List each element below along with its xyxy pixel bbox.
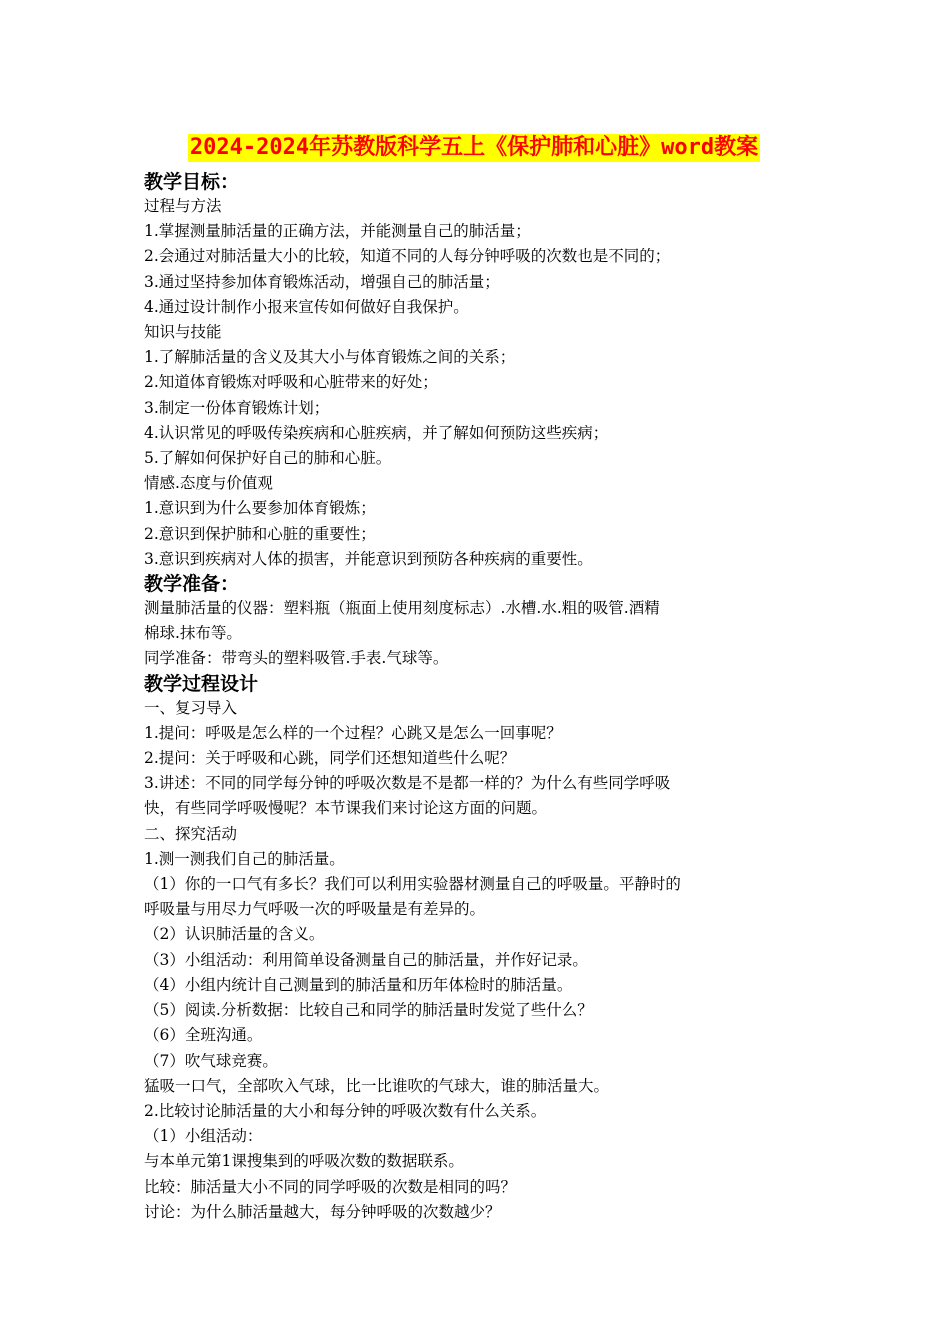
section-heading: 教学过程设计 — [144, 672, 259, 695]
document-page — [144, 134, 814, 1225]
text-line: 3.通过坚持参加体育锻炼活动，增强自己的肺活量； — [144, 272, 500, 291]
text-line: （1）小组活动： — [144, 1127, 263, 1146]
section-heading: 教学准备： — [144, 573, 240, 596]
text-line: （5）阅读.分析数据：比较自己和同学的肺活量时发觉了些什么？ — [144, 1001, 593, 1020]
text-line: 二、探究活动 — [144, 824, 238, 843]
title-container — [134, 134, 814, 162]
text-line: 与本单元第1课搜集到的呼吸次数的数据联系。 — [144, 1152, 464, 1171]
text-line: 2.提问：关于呼吸和心跳，同学们还想知道些什么呢？ — [144, 749, 516, 768]
section-heading: 教学目标： — [144, 171, 240, 193]
text-line: 猛吸一口气，全部吹入气球，比一比谁吹的气球大，谁的肺活量大。 — [144, 1076, 610, 1095]
text-line: 1.意识到为什么要参加体育锻炼； — [144, 499, 376, 518]
text-line: 2.知道体育锻炼对呼吸和心脏带来的好处； — [144, 373, 438, 392]
text-line: 1.掌握测量肺活量的正确方法，并能测量自己的肺活量； — [144, 222, 531, 241]
text-line: 2.意识到保护肺和心脏的重要性； — [144, 524, 376, 543]
text-line: 一、复习导入 — [144, 698, 238, 717]
text-line: 测量肺活量的仪器：塑料瓶（瓶面上使用刻度标志）.水槽.水.粗的吸管.酒精 — [144, 599, 660, 618]
text-line: 4.通过设计制作小报来宣传如何做好自我保护。 — [144, 297, 469, 316]
text-line: 同学准备：带弯头的塑料吸管.手表.气球等。 — [144, 649, 449, 668]
text-line: 1.了解肺活量的含义及其大小与体育锻炼之间的关系； — [144, 348, 516, 367]
text-line: （4）小组内统计自己测量到的肺活量和历年体检时的肺活量。 — [144, 975, 573, 994]
text-line: 快，有些同学呼吸慢呢？本节课我们来讨论这方面的问题。 — [144, 799, 548, 818]
text-line: （3）小组活动：利用简单设备测量自己的肺活量，并作好记录。 — [144, 950, 588, 969]
text-line: 3.意识到疾病对人体的损害，并能意识到预防各种疾病的重要性。 — [144, 549, 593, 568]
text-line: 知识与技能 — [144, 323, 222, 342]
text-line: 2.会通过对肺活量大小的比较，知道不同的人每分钟呼吸的次数也是不同的； — [144, 247, 671, 266]
text-line: 3.讲述：不同的同学每分钟的呼吸次数是不是都一样的？为什么有些同学呼吸 — [144, 774, 671, 793]
text-line: 1.测一测我们自己的肺活量。 — [144, 849, 345, 868]
text-line: （1）你的一口气有多长？我们可以利用实验器材测量自己的呼吸量。平静时的 — [144, 875, 681, 894]
text-line: 3.制定一份体育锻炼计划； — [144, 398, 330, 417]
document-body — [144, 170, 814, 1225]
text-line: 5.了解如何保护好自己的肺和心脏。 — [144, 449, 392, 468]
text-line: 4.认识常见的呼吸传染疾病和心脏疾病，并了解如何预防这些疾病； — [144, 423, 609, 442]
text-line: 呼吸量与用尽力气呼吸一次的呼吸量是有差异的。 — [144, 900, 486, 919]
text-line: 2.比较讨论肺活量的大小和每分钟的呼吸次数有什么关系。 — [144, 1101, 547, 1120]
document-title: 2024-2024年苏教版科学五上《保护肺和心脏》word教案 — [189, 135, 759, 160]
text-line: 1.提问：呼吸是怎么样的一个过程？心跳又是怎么一回事呢？ — [144, 723, 562, 742]
text-line: 讨论：为什么肺活量越大，每分钟呼吸的次数越少？ — [144, 1202, 501, 1221]
text-line: （7）吹气球竞赛。 — [144, 1051, 278, 1070]
text-line: 棉球.抹布等。 — [144, 624, 242, 643]
text-line: 比较：肺活量大小不同的同学呼吸的次数是相同的吗？ — [144, 1177, 517, 1196]
text-line: 过程与方法 — [144, 197, 222, 215]
text-line: 情感.态度与价值观 — [144, 474, 273, 493]
text-line: （2）认识肺活量的含义。 — [144, 925, 325, 944]
text-line: （6）全班沟通。 — [144, 1026, 263, 1045]
